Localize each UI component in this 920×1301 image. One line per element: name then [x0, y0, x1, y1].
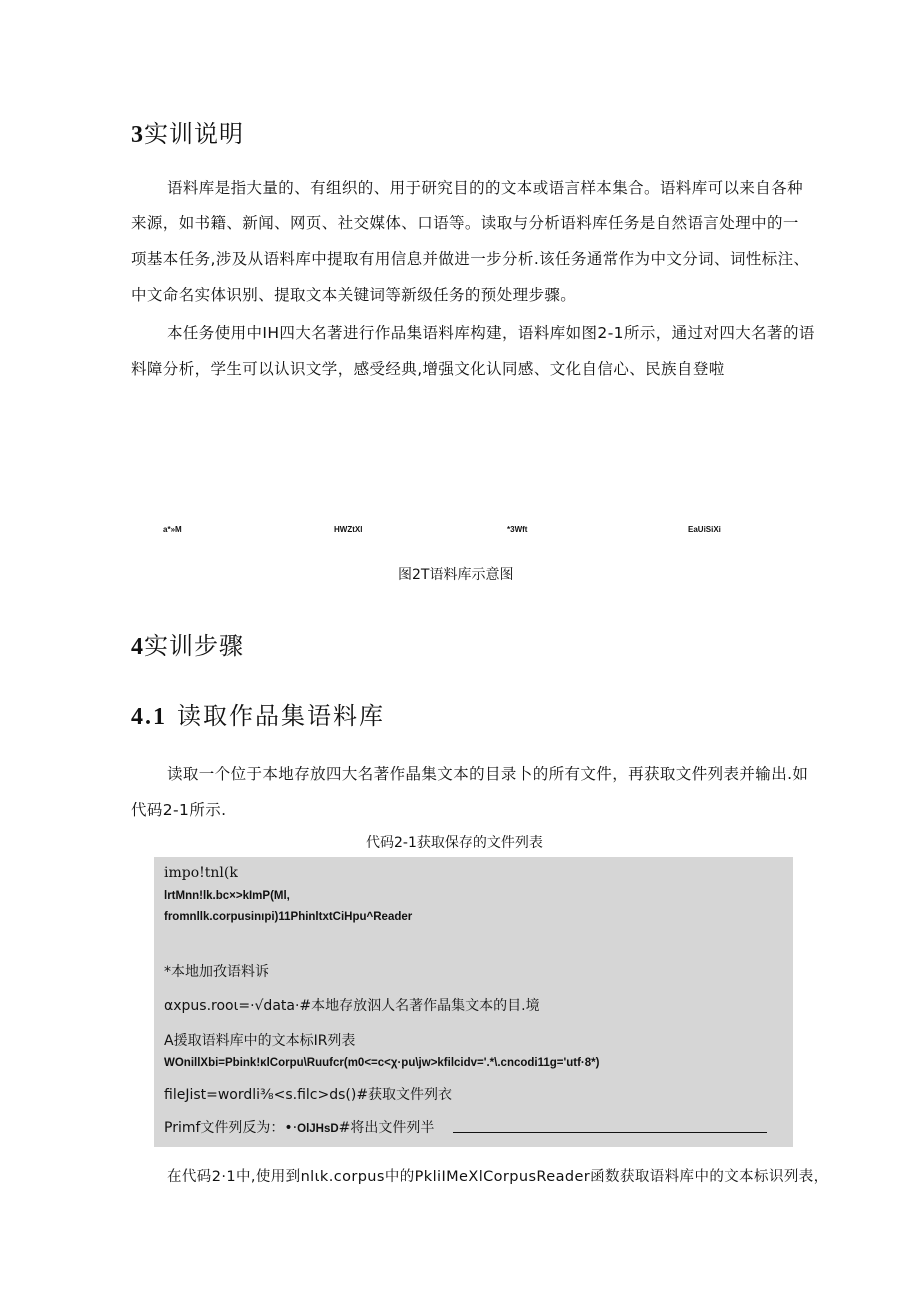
intro-line-5: 本任务使用中IH四大名著进行作品集语料库构建，语料库如图2-1所示，通过对四大名著的语 — [167, 324, 815, 342]
figure-caption: 图2T语料库示意图 — [398, 567, 514, 583]
code-line-7: WOnillXbi=Pbink!κlCorpu\Ruufcr(m0<=c<χ·pu\jw>kfilcidv='.*\.cncodi11g='utf·8*) — [164, 1057, 600, 1069]
section-4-1-title: 读取作品集语料库 — [177, 702, 385, 730]
section-4-1-body-line-2: 代码2-1所示. — [131, 801, 227, 819]
intro-line-1: 语料库是指大量的、有组织的、用于研究目的的文本或语言样本集合。语料库可以来自各种 — [167, 179, 804, 197]
code-line-2: lrtMnn!lk.bc×>kImP(Ml, — [164, 890, 290, 902]
code-line-9-part-c: #将出文件列半 — [338, 1120, 435, 1136]
section-4-heading — [131, 626, 244, 661]
code-line-9 — [164, 1117, 434, 1137]
section-3-number: 3 — [131, 122, 144, 148]
intro-line-2: 来源，如书籍、新闻、网页、社交媒体、口语等。读取与分析语料库任务是自然语言处理中的一 — [131, 214, 799, 232]
code-line-9-part-b: OlJHsD — [297, 1123, 339, 1135]
section-4-1-body-line-1: 读取一个位于本地存放四大名著作晶集文本的目录卜的所有文件，再获取文件列表并输出.如 — [167, 765, 809, 783]
intro-line-4: 中文命名实体识别、提取文本关键词等新级任务的预处理步骤。 — [131, 286, 577, 304]
footer-line-1: 在代码2·1中,使用到nlιk.corpus中的PkliIMeXlCorpusReader函数获取语料库中的文本标识列表， — [167, 1169, 829, 1185]
figure-label-4: EaUiSiXi — [688, 525, 721, 534]
code-line-9-part-a: Primf文件列反为：•· — [164, 1120, 298, 1136]
section-3-title: 实训说明 — [144, 120, 244, 148]
section-4-number: 4 — [131, 634, 144, 660]
section-3-heading — [131, 114, 244, 149]
code-caption: 代码2-1获取保存的文件列表 — [366, 835, 543, 851]
intro-line-6: 料障分析，学生可以认识文学，感受经典,增强文化认同感、文化自信心、民族自登啦 — [131, 360, 725, 378]
section-4-title: 实训步骤 — [144, 632, 244, 660]
intro-line-3: 项基本任务,涉及从语料库中提取有用信息并做进一步分析.该任务通常作为中文分词、词性标注、 — [131, 250, 810, 268]
code-line-4: *本地加孜语料诉 — [164, 964, 269, 980]
figure-label-3: *3Wft — [507, 525, 528, 534]
code-underline — [453, 1132, 767, 1133]
figure-label-1: a*»M — [163, 525, 182, 534]
code-line-1: impo!tnl(k — [164, 865, 238, 881]
section-4-1-heading — [131, 696, 385, 731]
code-line-6: A援取语料库中的文本标IR列表 — [164, 1033, 356, 1049]
section-4-1-number: 4.1 — [131, 704, 167, 730]
code-line-8: fileJist=wordli⅜<s.filc>ds()#获取文件列衣 — [164, 1087, 453, 1103]
code-line-3: fromnllk.corpusinıpi)11PhinltxtCiHpu^Reader — [164, 911, 413, 923]
code-line-5: αxpus.rooι=·√data·#本地存放泅人名著作晶集文本的目.境 — [164, 998, 540, 1014]
figure-label-2: HWZtXl — [334, 525, 363, 534]
